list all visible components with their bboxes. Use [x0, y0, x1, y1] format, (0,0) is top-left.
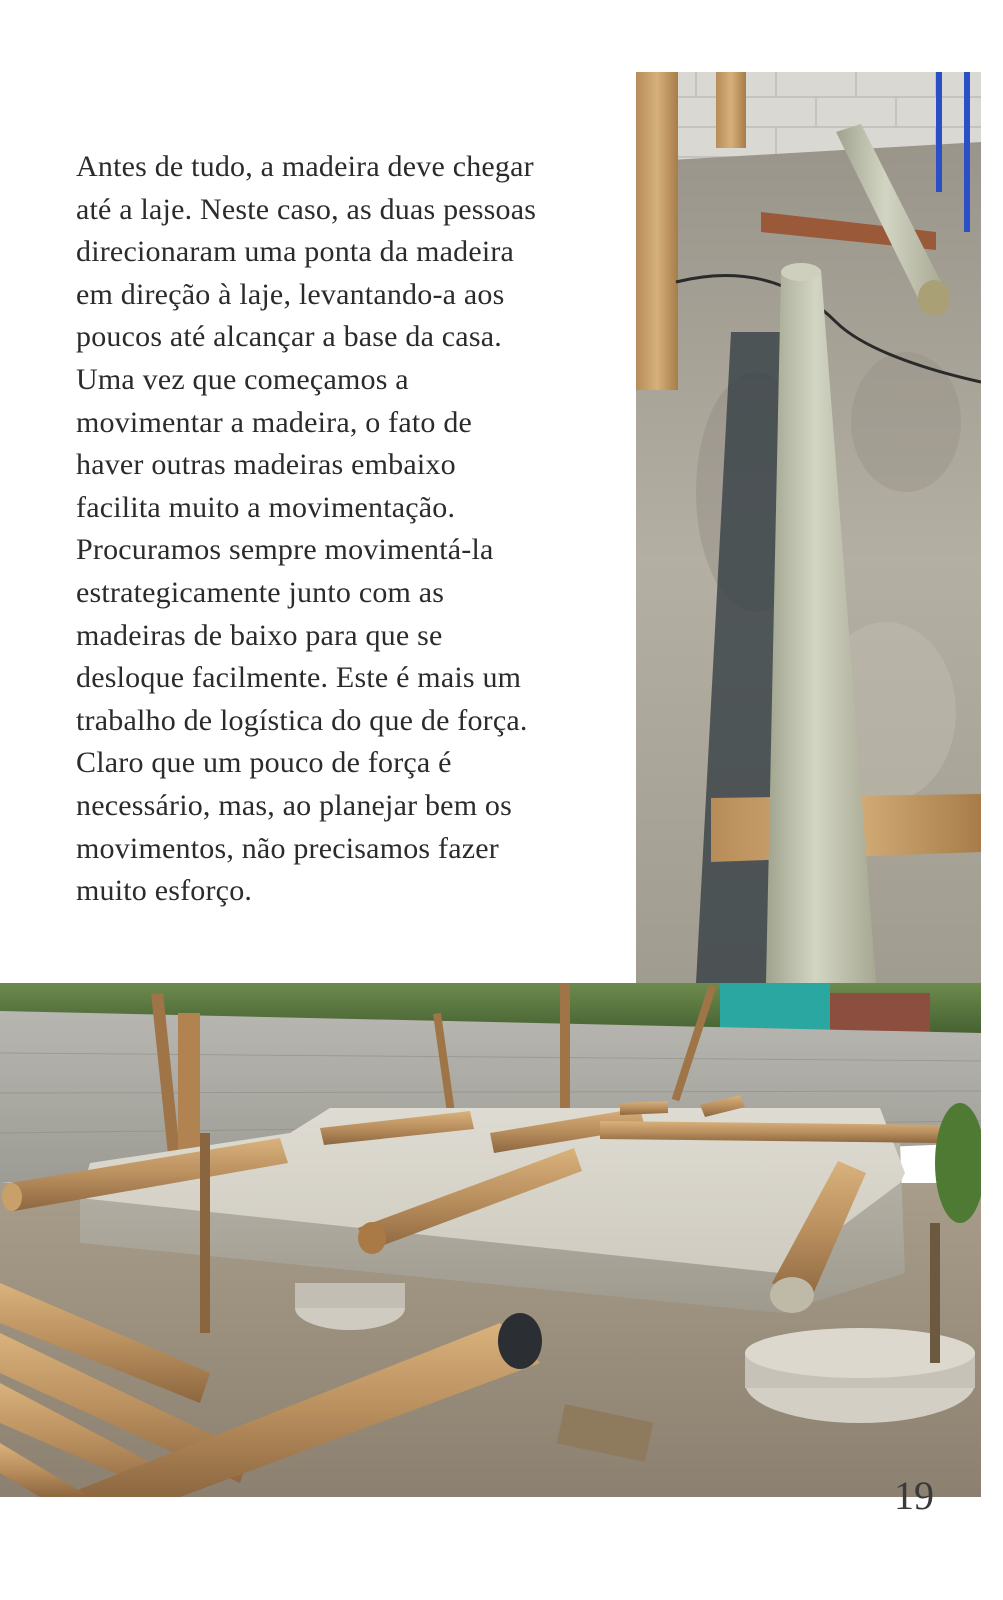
text-line: madeiras de baixo para que se: [76, 618, 443, 652]
text-line: facilita muito a movimentação.: [76, 490, 456, 524]
text-line: movimentar a madeira, o fato de: [76, 405, 473, 439]
text-line: Procuramos sempre movimentá-la: [76, 533, 494, 567]
text-line: em direção à laje, levantando-a aos: [76, 277, 505, 311]
page-number: 19: [894, 1473, 934, 1518]
text-line: muito esforço.: [76, 874, 253, 908]
text-line: Uma vez que começamos a: [76, 362, 409, 396]
body-paragraph: [76, 146, 616, 913]
text-line: necessário, mas, ao planejar bem os: [76, 788, 513, 822]
text-line: movimentos, não precisamos fazer: [76, 831, 499, 865]
text-line: estrategicamente junto com as: [76, 575, 445, 609]
photo-log-on-slab: [636, 72, 981, 983]
text-line: direcionaram uma ponta da madeira: [76, 235, 515, 269]
text-line: até a laje. Neste caso, as duas pessoas: [76, 192, 537, 226]
text-line: desloque facilmente. Este é mais um: [76, 661, 522, 695]
text-line: poucos até alcançar a base da casa.: [76, 320, 502, 354]
text-line: haver outras madeiras embaixo: [76, 448, 456, 482]
photo-slab-with-logs: [0, 983, 981, 1497]
text-line: Claro que um pouco de força é: [76, 746, 452, 780]
text-line: Antes de tudo, a madeira deve chegar: [76, 150, 534, 183]
text-line: trabalho de logística do que de força.: [76, 703, 528, 737]
